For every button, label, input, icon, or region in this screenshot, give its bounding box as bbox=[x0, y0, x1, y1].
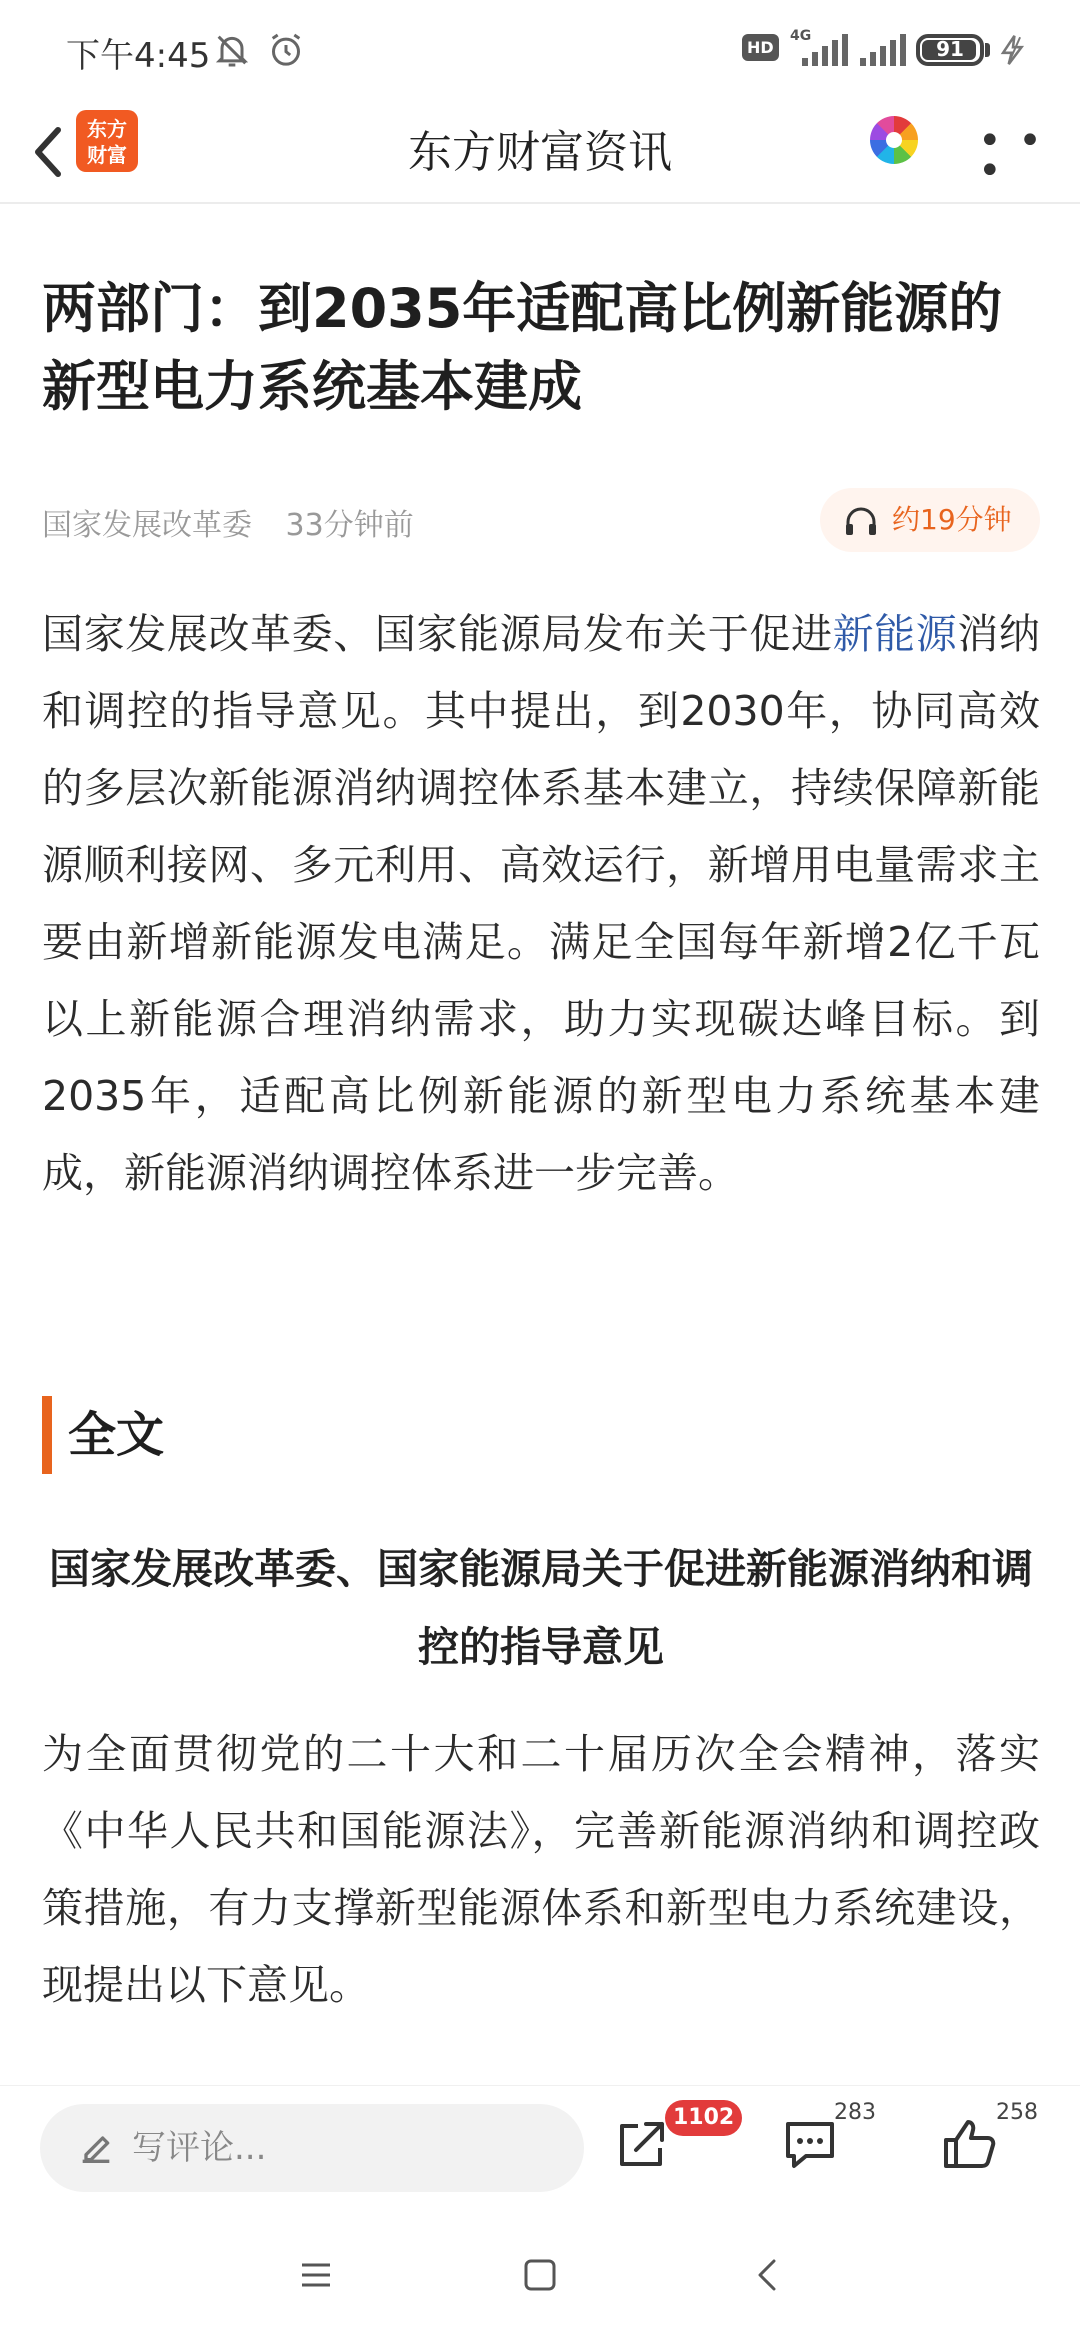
article-meta bbox=[42, 500, 438, 544]
listen-duration: 约19分钟 bbox=[892, 503, 1012, 536]
signal-icon bbox=[798, 34, 850, 66]
battery-tip bbox=[985, 43, 990, 57]
keyword-link[interactable]: 新能源 bbox=[832, 610, 958, 658]
color-wheel-icon[interactable] bbox=[870, 116, 918, 164]
alarm-icon bbox=[266, 30, 306, 70]
share-icon[interactable] bbox=[612, 2114, 672, 2174]
battery-icon bbox=[916, 34, 984, 66]
article-source[interactable]: 国家发展改革委 bbox=[42, 508, 252, 543]
article-paragraph-2: 为全面贯彻党的二十大和二十届历次全会精神，落实《中华人民共和国能源法》，完善新能源消纳和调控政策措施，有力支撑新型能源体系和新型电力系统建设，现提出以下意见。 bbox=[42, 1730, 1040, 2009]
signal-icon-2 bbox=[858, 34, 906, 66]
comment-placeholder: 写评论... bbox=[132, 2128, 267, 2168]
comment-input[interactable] bbox=[40, 2104, 584, 2192]
status-bar bbox=[0, 0, 1080, 100]
network-type-label: 4G bbox=[790, 28, 812, 44]
home-icon[interactable] bbox=[520, 2255, 560, 2295]
bottom-action-bar bbox=[0, 2085, 1080, 2215]
p1-text-before: 国家发展改革委、国家能源局发布关于促进 bbox=[42, 610, 833, 658]
like-count: 258 bbox=[996, 2100, 1038, 2125]
document-title: 国家发展改革委、国家能源局关于促进新能源消纳和调控的指导意见 bbox=[49, 1545, 1033, 1671]
logo-text-1: 东方 bbox=[87, 117, 127, 141]
p1-text-after: 消纳和调控的指导意见。其中提出，到2030年，协同高效的多层次新能源消纳调控体系基本建立，持续保障新能源顺利接网、多元利用、高效运行，新增用电量需求主要由新增新能源发电满足。满足全国每年新增2亿千瓦以上新能源合理消纳需求，助力实现碳达峰目标。到2035年，适配高比例新能源的新型电力系统基本建成，新能源消纳调控体系进一步完善。 bbox=[42, 610, 1041, 1197]
section-heading: 全文 bbox=[42, 1396, 164, 1474]
article-title: 两部门：到2035年适配高比例新能源的新型电力系统基本建成 bbox=[42, 277, 1003, 418]
thumbs-up-icon[interactable] bbox=[940, 2114, 1000, 2174]
comment-count: 283 bbox=[834, 2100, 876, 2125]
comment-icon[interactable] bbox=[780, 2114, 840, 2174]
charging-icon bbox=[996, 32, 1030, 68]
page-title: 东方财富资讯 bbox=[408, 127, 672, 178]
system-nav-bar bbox=[0, 2215, 1080, 2340]
listen-button[interactable] bbox=[820, 488, 1040, 552]
pencil-icon bbox=[76, 2128, 116, 2168]
system-back-icon[interactable] bbox=[748, 2255, 788, 2295]
status-time: 下午4:45 bbox=[66, 36, 211, 76]
headphones-icon bbox=[844, 506, 878, 536]
article-paragraph-1 bbox=[42, 596, 1040, 1212]
article-time: 33分钟前 bbox=[285, 508, 414, 543]
menu-icon[interactable] bbox=[296, 2255, 336, 2295]
top-nav-bar bbox=[0, 100, 1080, 204]
logo-text-2: 财富 bbox=[87, 143, 127, 167]
more-options-icon[interactable]: • • • bbox=[978, 118, 1044, 194]
hd-icon: HD bbox=[742, 34, 779, 61]
mute-bell-icon bbox=[212, 30, 252, 70]
battery-level: 91 bbox=[936, 37, 964, 61]
share-count-badge: 1102 bbox=[665, 2100, 742, 2136]
